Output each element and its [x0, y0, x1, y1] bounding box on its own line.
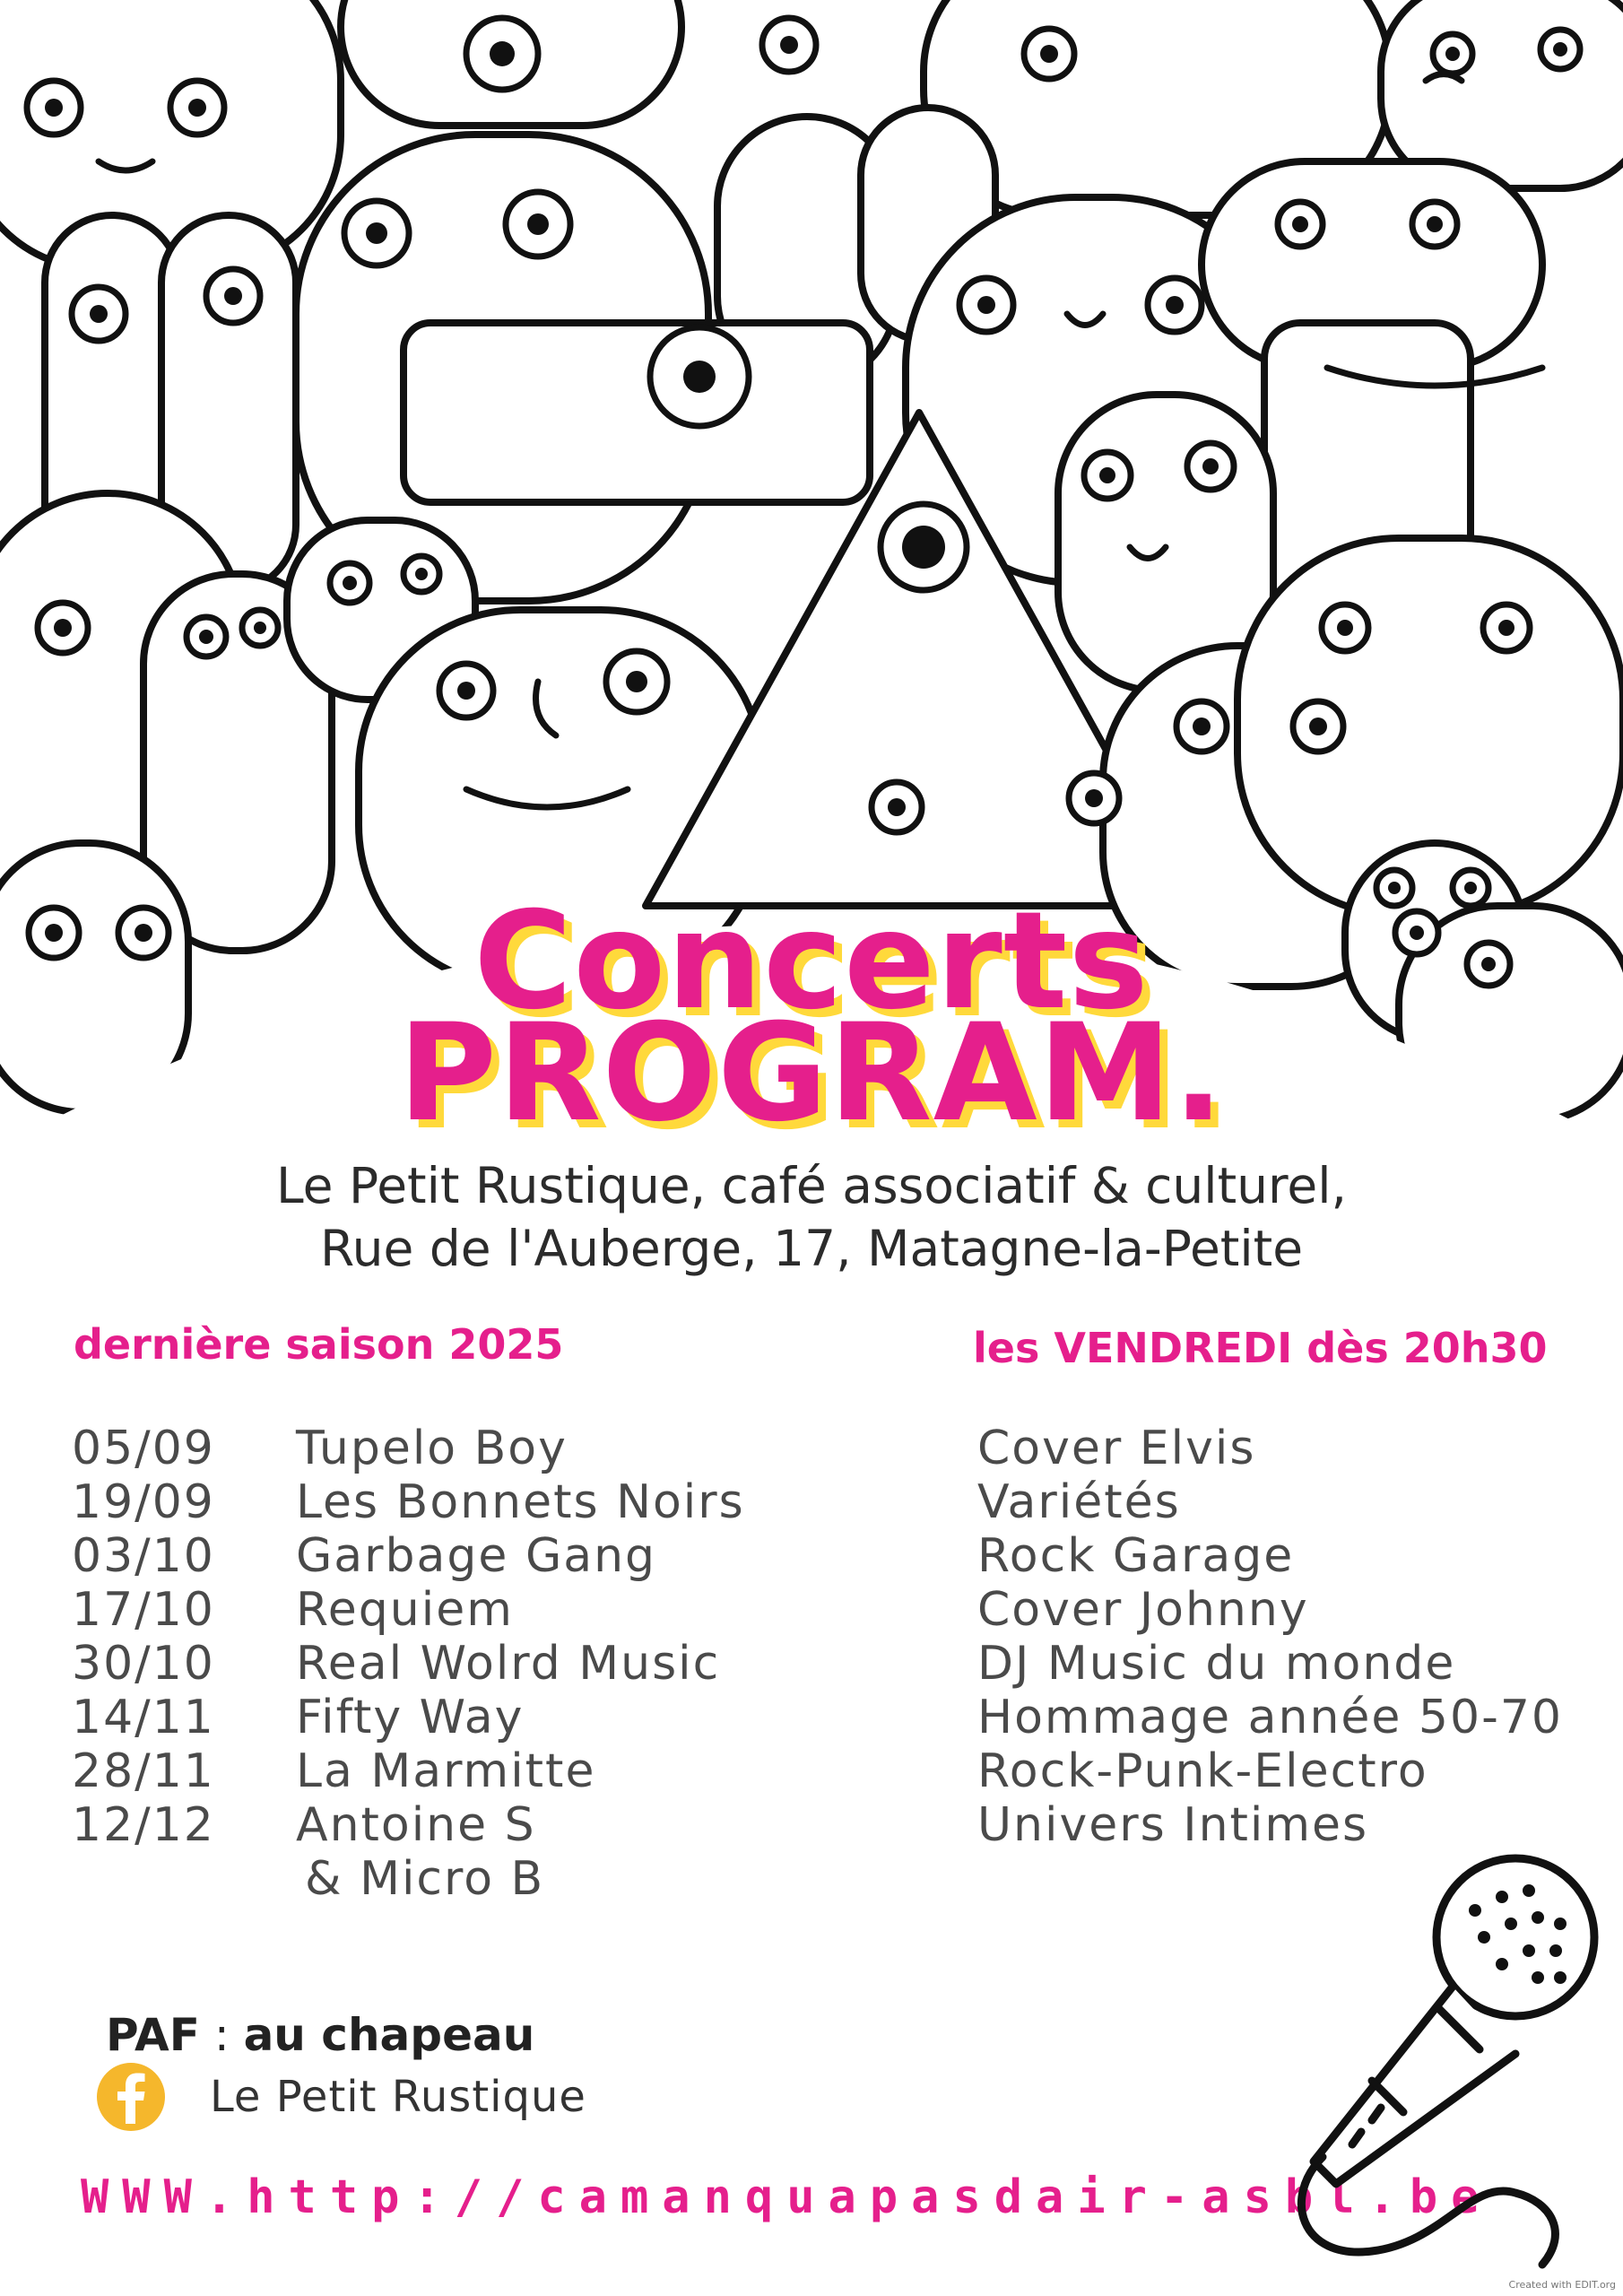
concert-band-extra: & Micro B — [305, 1852, 545, 1906]
concert-band: Requiem — [296, 1583, 514, 1637]
concert-date: 05/09 — [72, 1422, 215, 1475]
concert-style: DJ Music du monde — [977, 1637, 1456, 1691]
concert-band: Tupelo Boy — [296, 1422, 568, 1475]
credit-text: Created with EDIT.org — [1508, 2279, 1616, 2291]
concert-style: Variétés — [977, 1475, 1181, 1529]
concert-date: 03/10 — [72, 1529, 215, 1583]
concert-date: 30/10 — [72, 1637, 215, 1691]
schedule-label: les VENDREDI dès 20h30 — [973, 1324, 1548, 1372]
microphone-icon — [1246, 1839, 1623, 2287]
concert-style: Cover Elvis — [977, 1422, 1256, 1475]
concert-style: Hommage année 50-70 — [977, 1691, 1564, 1744]
season-label: dernière saison 2025 — [74, 1320, 564, 1369]
concert-style: Rock-Punk-Electro — [977, 1744, 1428, 1798]
paf-separator: : — [199, 2009, 244, 2061]
concert-style: Cover Johnny — [977, 1583, 1309, 1637]
paf-line — [106, 2009, 534, 2061]
concert-band: Les Bonnets Noirs — [296, 1475, 745, 1529]
concert-style: Rock Garage — [977, 1529, 1295, 1583]
facebook-icon[interactable] — [95, 2061, 167, 2133]
concert-date: 14/11 — [72, 1691, 215, 1744]
concert-band: Garbage Gang — [296, 1529, 657, 1583]
concert-style: Univers Intimes — [977, 1798, 1369, 1852]
venue-line-2: Rue de l'Auberge, 17, Matagne-la-Petite — [319, 1220, 1304, 1277]
venue-line-1: Le Petit Rustique, café associatif & culturel, — [276, 1157, 1347, 1214]
concert-date: 19/09 — [72, 1475, 215, 1529]
concert-date: 12/12 — [72, 1798, 215, 1852]
paf-label: PAF — [106, 2009, 200, 2061]
title-line-1: Concerts — [473, 883, 1150, 1039]
title-line-2: PROGRAM. — [398, 996, 1225, 1152]
concert-band: Fifty Way — [296, 1691, 525, 1744]
website-link[interactable]: WWW.http://camanquapasdair-asbl.be — [81, 2170, 1493, 2224]
facebook-page-name[interactable]: Le Petit Rustique — [210, 2072, 586, 2122]
concert-band: Antoine S — [296, 1798, 536, 1852]
concert-date: 28/11 — [72, 1744, 215, 1798]
concert-date: 17/10 — [72, 1583, 215, 1637]
concert-band: La Marmitte — [296, 1744, 596, 1798]
concert-band: Real Wolrd Music — [296, 1637, 721, 1691]
paf-value: au chapeau — [243, 2009, 535, 2061]
